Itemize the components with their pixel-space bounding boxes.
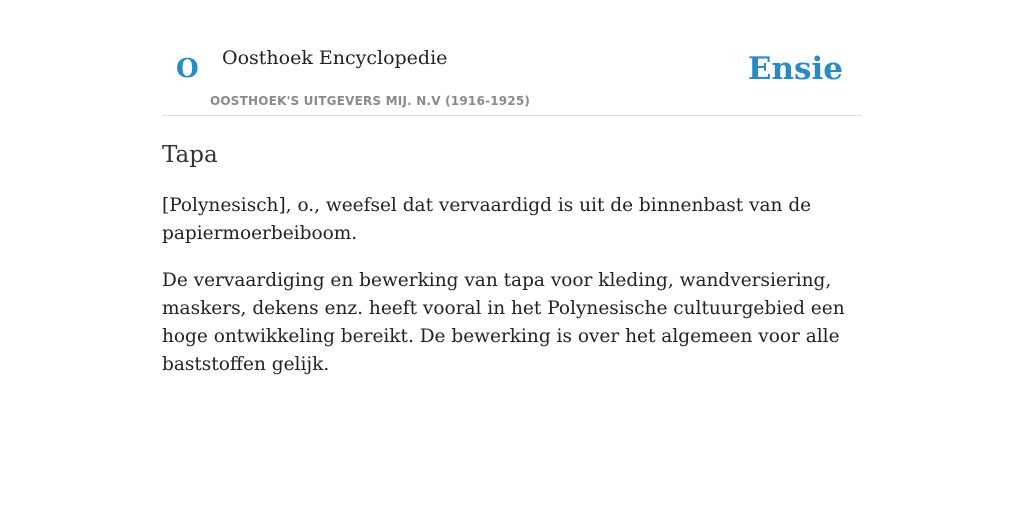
encyclopedia-logo-letter[interactable]: O [176,54,199,84]
ensie-brand-logo[interactable]: Ensie [747,51,843,87]
article-paragraph-description: De vervaardiging en bewerking van tapa voor kleding, wandversiering, maskers, dekens enz. heeft vooral in het Polynesische cultuurgebied een hoge ontwikkeling bereikt. De bewerking is over het algemeen voor alle baststoffen gelijk. [162,270,845,375]
page [162,0,862,379]
encyclopedia-title-link[interactable]: Oosthoek Encyclopedie [222,47,448,69]
article-paragraph-definition: [Polynesisch], o., weefsel dat vervaardigd is uit de binnenbast van de papiermoerbeiboom. [162,195,812,244]
article-title: Tapa [162,142,218,168]
publisher-subtitle: OOSTHOEK'S UITGEVERS MIJ. N.V (1916-1925) [210,94,531,108]
site-header [162,0,862,116]
